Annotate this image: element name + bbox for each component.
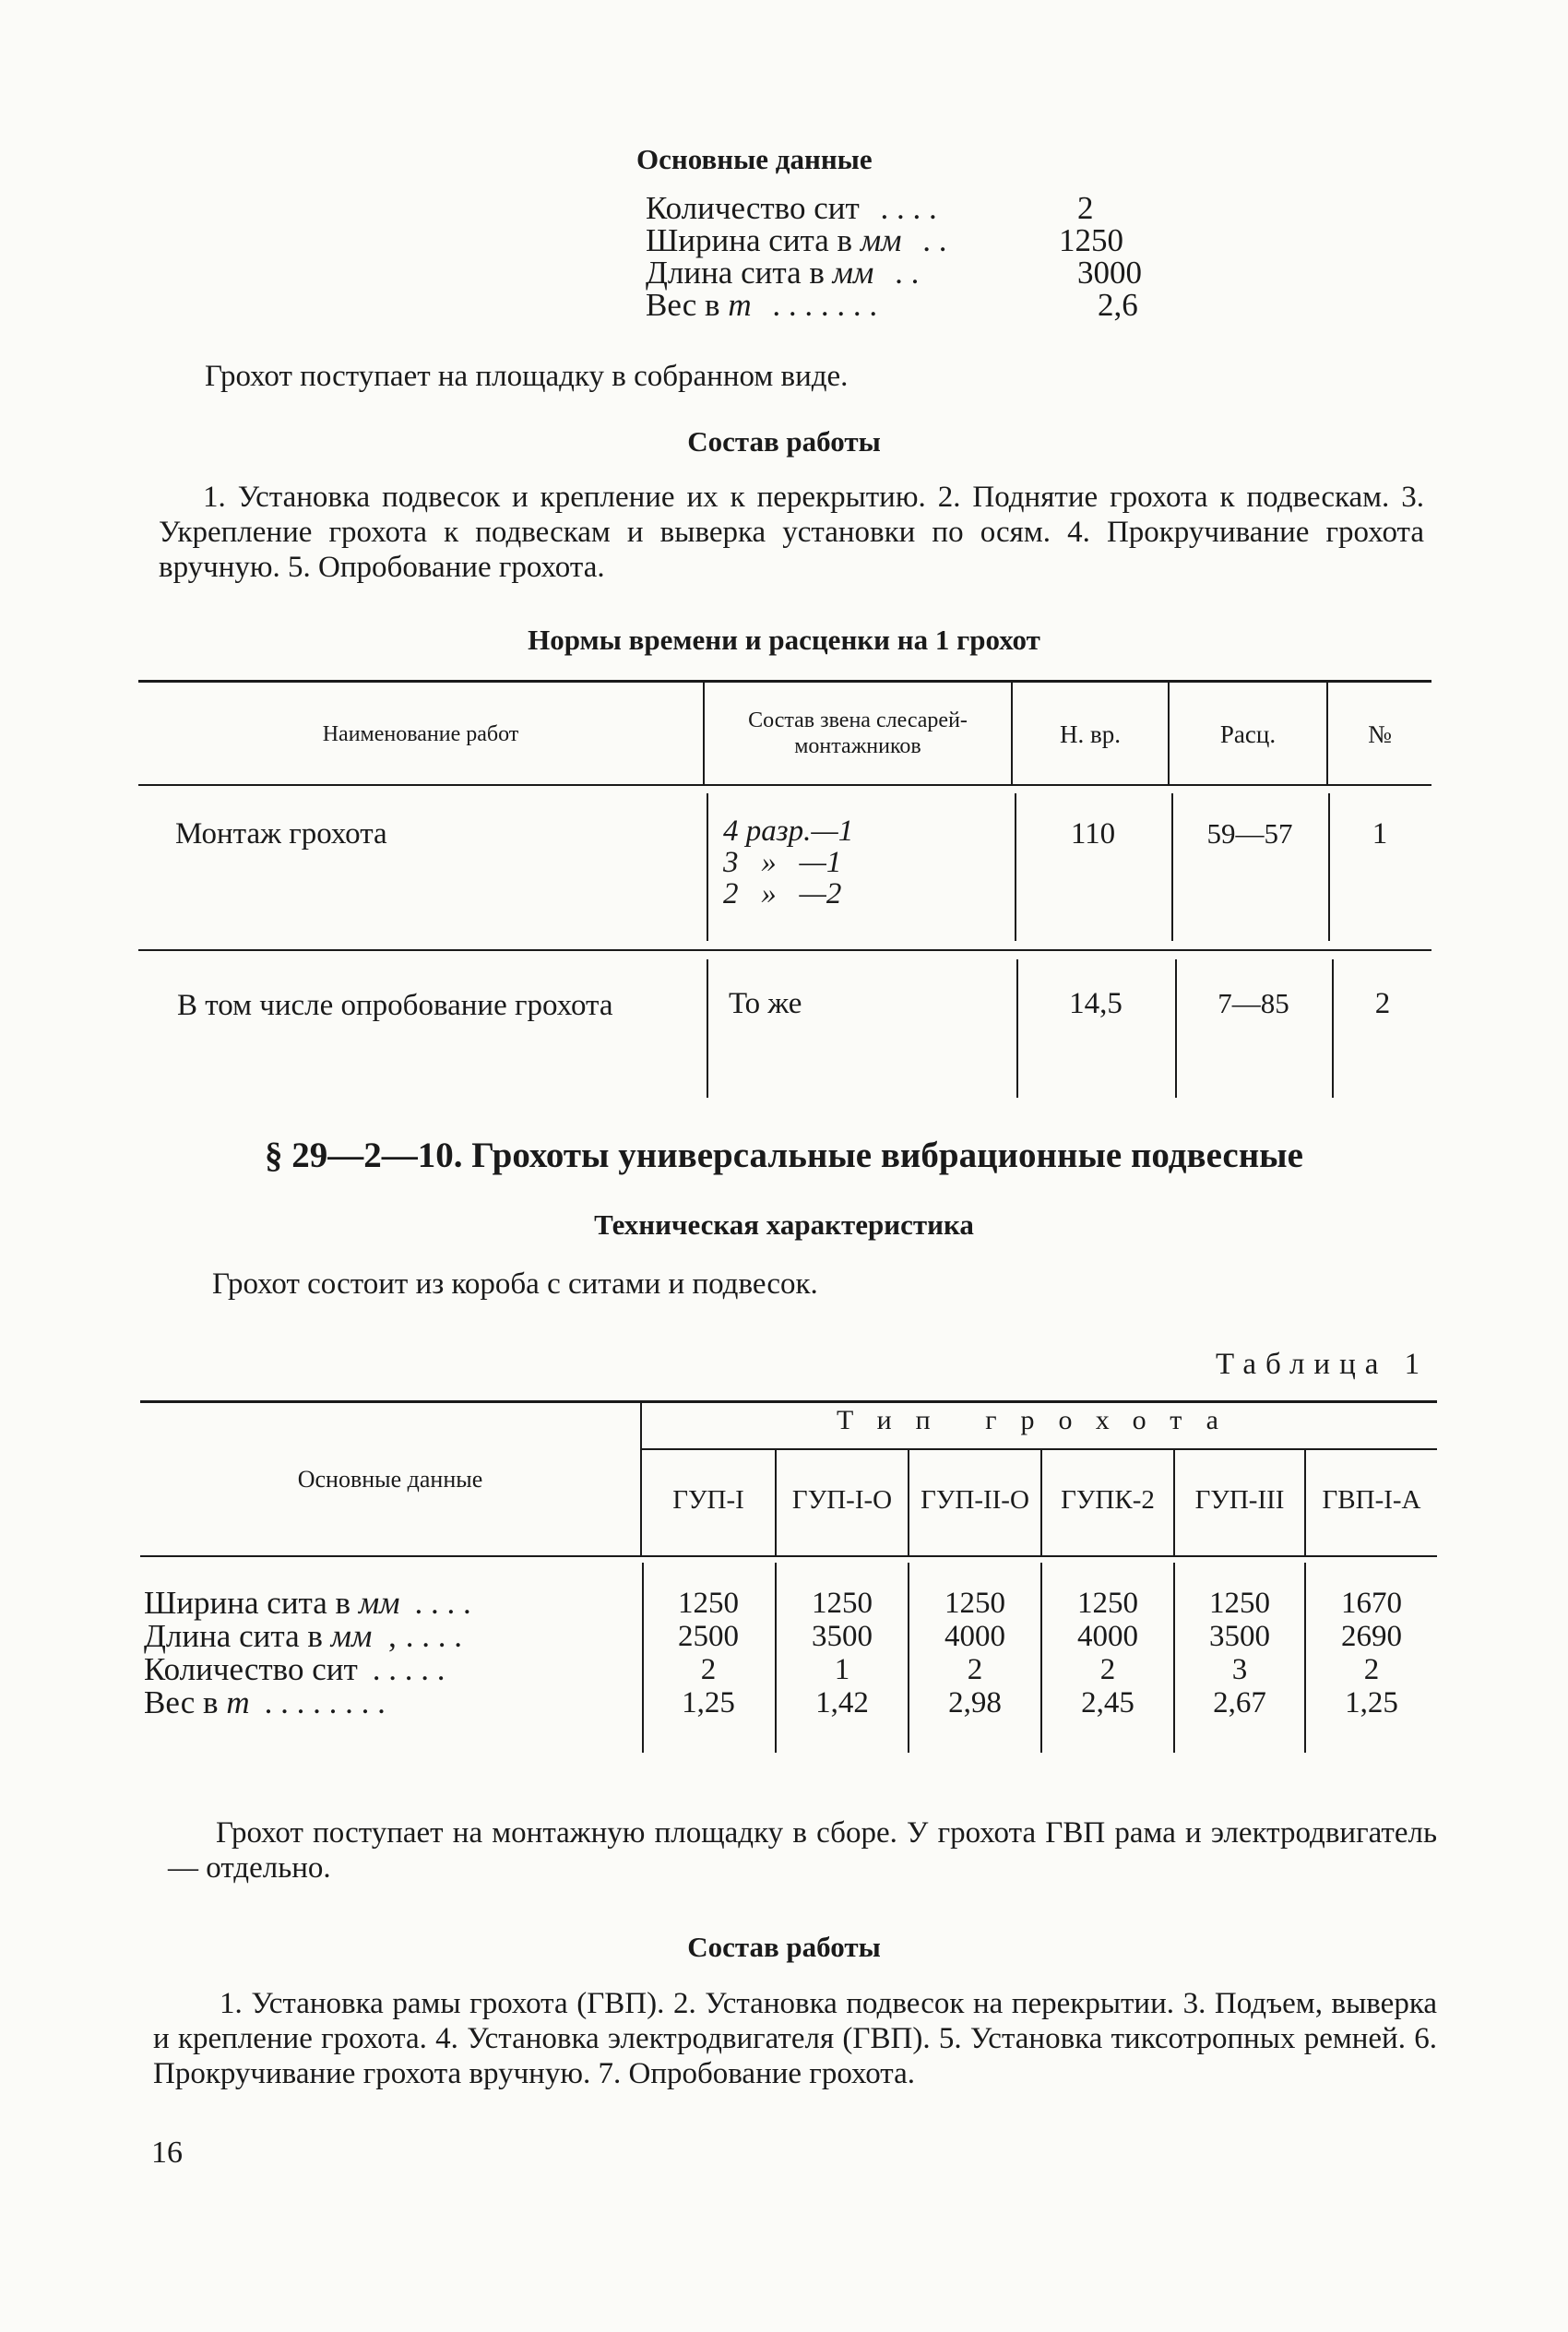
basic-data-row: Количество сит . . . . xyxy=(646,190,937,226)
col-header: ГУП-II-О xyxy=(921,1485,1029,1515)
table-rule xyxy=(138,680,1431,683)
col-header-norm: Н. вр. xyxy=(1060,720,1121,748)
row-crew: 4 разр.—1 3 » —1 2 » —2 xyxy=(723,815,854,910)
specs-row-label: Вес в т . . . . . . . . xyxy=(144,1684,386,1720)
table-rule xyxy=(140,1400,1437,1403)
col-header-number: № xyxy=(1368,720,1392,748)
table-label: Таблица 1 xyxy=(1216,1348,1430,1381)
table-rule xyxy=(707,793,708,941)
work-composition-2-title: Состав работы xyxy=(687,1931,881,1963)
specs-column: 1250 3500 1 1,42 xyxy=(812,1587,873,1719)
specs-column: 1670 2690 2 1,25 xyxy=(1341,1587,1402,1719)
specs-row-label: Ширина сита в мм . . . . xyxy=(144,1585,471,1621)
table-rule xyxy=(140,1555,1437,1557)
basic-data-row: Вес в т . . . . . . . xyxy=(646,287,878,323)
tech-text: Грохот состоит из короба с ситами и подвесок. xyxy=(212,1267,818,1301)
row-norm: 110 xyxy=(1070,817,1116,851)
row-work-name: Монтаж грохота xyxy=(175,817,387,851)
section-title: § 29—2—10. Грохоты универсальные вибрационные подвесные xyxy=(265,1136,1303,1175)
col-header-rate: Расц. xyxy=(1219,720,1277,748)
specs-column: 1250 4000 2 2,45 xyxy=(1077,1587,1138,1719)
col-header: ГУП-I xyxy=(672,1485,744,1515)
table-rule xyxy=(1015,793,1016,941)
col-header: ГУПК-2 xyxy=(1061,1485,1155,1515)
tech-title: Техническая характеристика xyxy=(594,1208,974,1241)
basic-data-value: 2,6 xyxy=(1098,287,1138,323)
page-number: 16 xyxy=(151,2136,183,2170)
row-number: 2 xyxy=(1374,987,1391,1020)
table-rule xyxy=(1175,959,1177,1098)
basic-data-title: Основные данные xyxy=(636,143,873,175)
row-number: 1 xyxy=(1372,817,1388,851)
row-rate: 7—85 xyxy=(1218,987,1289,1019)
basic-data-row: Длина сита в мм . . xyxy=(646,255,920,291)
table-rule xyxy=(707,959,708,1098)
basic-data-value: 3000 xyxy=(1077,255,1142,291)
row-work-name: В том числе опробование грохота xyxy=(177,989,613,1022)
work-composition-2-text: 1. Установка рамы грохота (ГВП). 2. Установка подвесок на перекрытии. 3. Подъем, выверка и крепление грохота. 4. Установка электродвигателя (ГВП). 5. Установка тиксотропных ремней. 6. Прокручивание грохота вручную. 7. Опробование грохота. xyxy=(153,1987,1437,2090)
row-norm: 14,5 xyxy=(1069,987,1123,1020)
basic-data-list xyxy=(646,192,1162,321)
specs-column: 1250 2500 2 1,25 xyxy=(678,1587,739,1719)
specs-labels xyxy=(144,1587,471,1719)
work-composition-text: 1. Установка подвесок и крепление их к перекрытию. 2. Поднятие грохота к подвескам. 3. Укрепление грохота к подвескам и выверка установки по осям. 4. Прокручивание грохота вручную. 5. Опробование грохота. xyxy=(159,481,1424,584)
col-header: ГУП-III xyxy=(1194,1485,1285,1515)
specs-row-label: Количество сит . . . . . xyxy=(144,1651,445,1687)
norms-table-title: Нормы времени и расценки на 1 грохот xyxy=(528,624,1040,656)
row-header: Основные данные xyxy=(297,1466,483,1493)
specs-column: 1250 3500 3 2,67 xyxy=(1209,1587,1270,1719)
group-header: Тип грохота xyxy=(837,1405,1242,1435)
table-rule xyxy=(1332,959,1334,1098)
col-header: ГВП-I-А xyxy=(1322,1485,1421,1515)
basic-data-row: Ширина сита в мм . . xyxy=(646,222,947,258)
assembled-note: Грохот поступает на площадку в собранном виде. xyxy=(205,360,849,393)
row-rate: 59—57 xyxy=(1206,817,1293,850)
table-rule xyxy=(1016,959,1018,1098)
table-rule xyxy=(138,949,1431,951)
specs-row-label: Длина сита в мм ‚ . . . . xyxy=(144,1618,462,1654)
work-composition-title: Состав работы xyxy=(687,425,881,458)
basic-data-value: 2 xyxy=(1077,190,1094,226)
col-header-crew: Состав звена слесарей-монтажников xyxy=(748,708,968,758)
basic-data-value: 1250 xyxy=(1059,222,1123,258)
specs-column: 1250 4000 2 2,98 xyxy=(944,1587,1005,1719)
table-rule xyxy=(138,784,1431,786)
table-rule xyxy=(1328,793,1330,941)
table-rule xyxy=(642,1448,1437,1450)
row-crew: То же xyxy=(729,987,802,1020)
delivery-note: Грохот поступает на монтажную площадку в сборе. У грохота ГВП рама и электродвигатель — отдельно. xyxy=(168,1816,1437,1885)
col-header-work-name: Наименование работ xyxy=(322,722,519,746)
table-rule xyxy=(1171,793,1173,941)
col-header: ГУП-I-О xyxy=(791,1485,893,1515)
